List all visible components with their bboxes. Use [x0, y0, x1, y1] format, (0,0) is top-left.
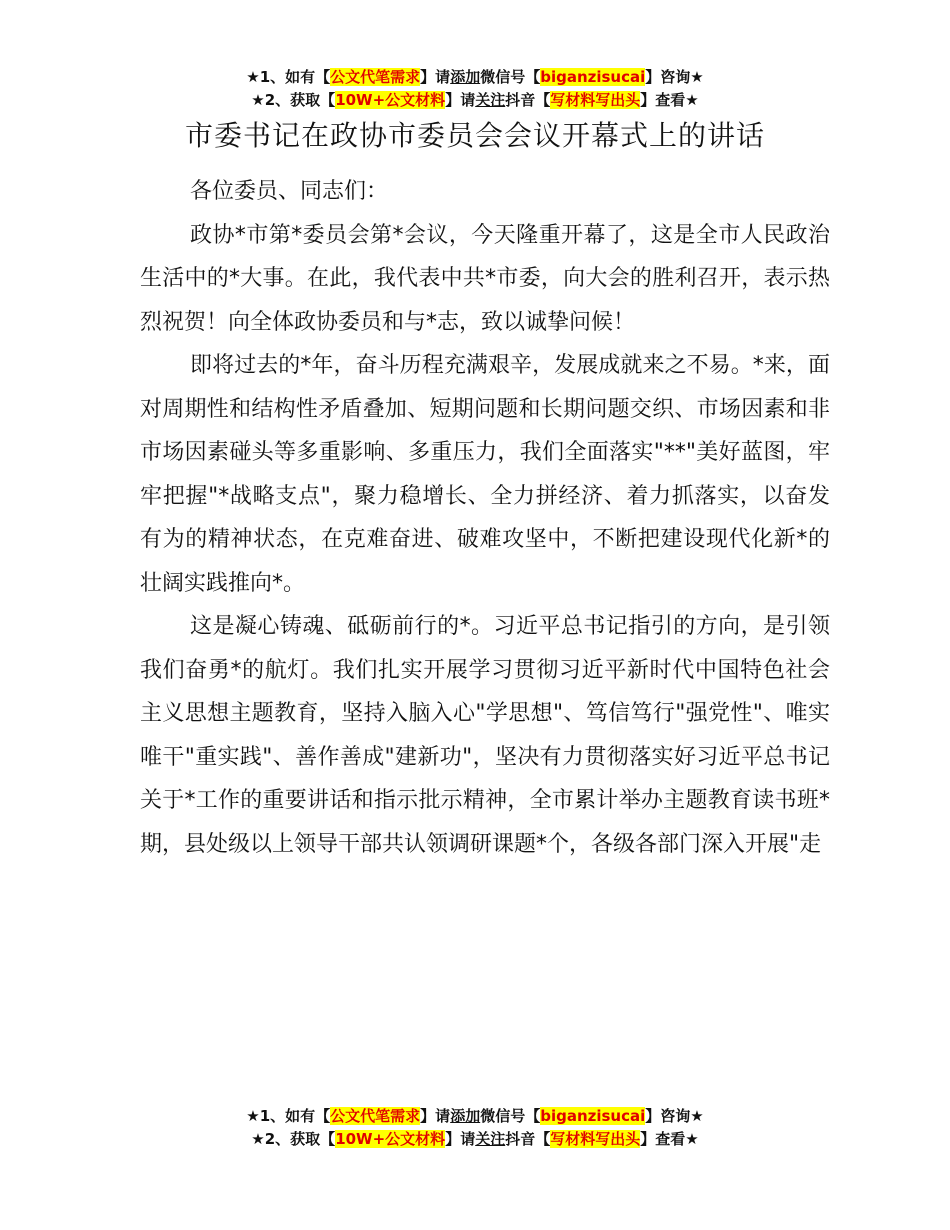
- body-paragraph: 即将过去的*年，奋斗历程充满艰辛，发展成就来之不易。*来，面对周期性和结构性矛盾叠加、短期问题和长期问题交织、市场因素和非市场因素碰头等多重影响、多重压力，我们全面落实"**"美好蓝图，牢牢把握"*战略支点"，聚力稳增长、全力拼经济、着力抓落实，以奋发有为的精神状态，在克难奋进、破难攻坚中，不断把建设现代化新*的壮阔实践推向*。: [140, 353, 830, 596]
- document-body: [140, 170, 830, 866]
- promo-highlight: 公文代笔需求: [330, 68, 421, 86]
- promo-wechat-id: biganzisucai: [540, 1107, 646, 1125]
- promo-line-1: ★1、如有【公文代笔需求】请添加微信号【biganzisucai】咨询★: [246, 68, 704, 86]
- promo-line-2: ★2、获取【10W+公文材料】请关注抖音【写材料写出头】查看★: [251, 91, 699, 109]
- salutation: 各位委员、同志们：: [190, 179, 389, 204]
- body-paragraph: 政协*市第*委员会第*会议，今天隆重开幕了，这是全市人民政治生活中的*大事。在此，我代表中共*市委，向大会的胜利召开，表示热烈祝贺！向全体政协委员和与*志，致以诚挚问候！: [140, 222, 830, 335]
- promo-line-2: ★2、获取【10W+公文材料】请关注抖音【写材料写出头】查看★: [251, 1130, 699, 1148]
- footer-promo-banner: [0, 1105, 950, 1151]
- promo-douyin-account: 写材料写出头: [550, 91, 641, 109]
- document-title: 市委书记在政协市委员会会议开幕式上的讲话: [184, 119, 765, 152]
- promo-highlight: 10W+公文材料: [335, 1130, 446, 1148]
- promo-line-1: ★1、如有【公文代笔需求】请添加微信号【biganzisucai】咨询★: [246, 1107, 704, 1125]
- body-paragraph: 这是凝心铸魂、砥砺前行的*。习近平总书记指引的方向，是引领我们奋勇*的航灯。我们扎实开展学习贯彻习近平新时代中国特色社会主义思想主题教育，坚持入脑入心"学思想"、笃信笃行"强党性"、唯实唯干"重实践"、善作善成"建新功"，坚决有力贯彻落实好习近平总书记关于*工作的重要讲话和指示批示精神，全市累计举办主题教育读书班*期，县处级以上领导干部共认领调研课题*个，各级各部门深入开展"走: [140, 614, 830, 857]
- promo-douyin-account: 写材料写出头: [550, 1130, 641, 1148]
- promo-highlight: 公文代笔需求: [330, 1107, 421, 1125]
- promo-wechat-id: biganzisucai: [540, 68, 646, 86]
- header-promo-banner: [0, 66, 950, 112]
- promo-highlight: 10W+公文材料: [335, 91, 446, 109]
